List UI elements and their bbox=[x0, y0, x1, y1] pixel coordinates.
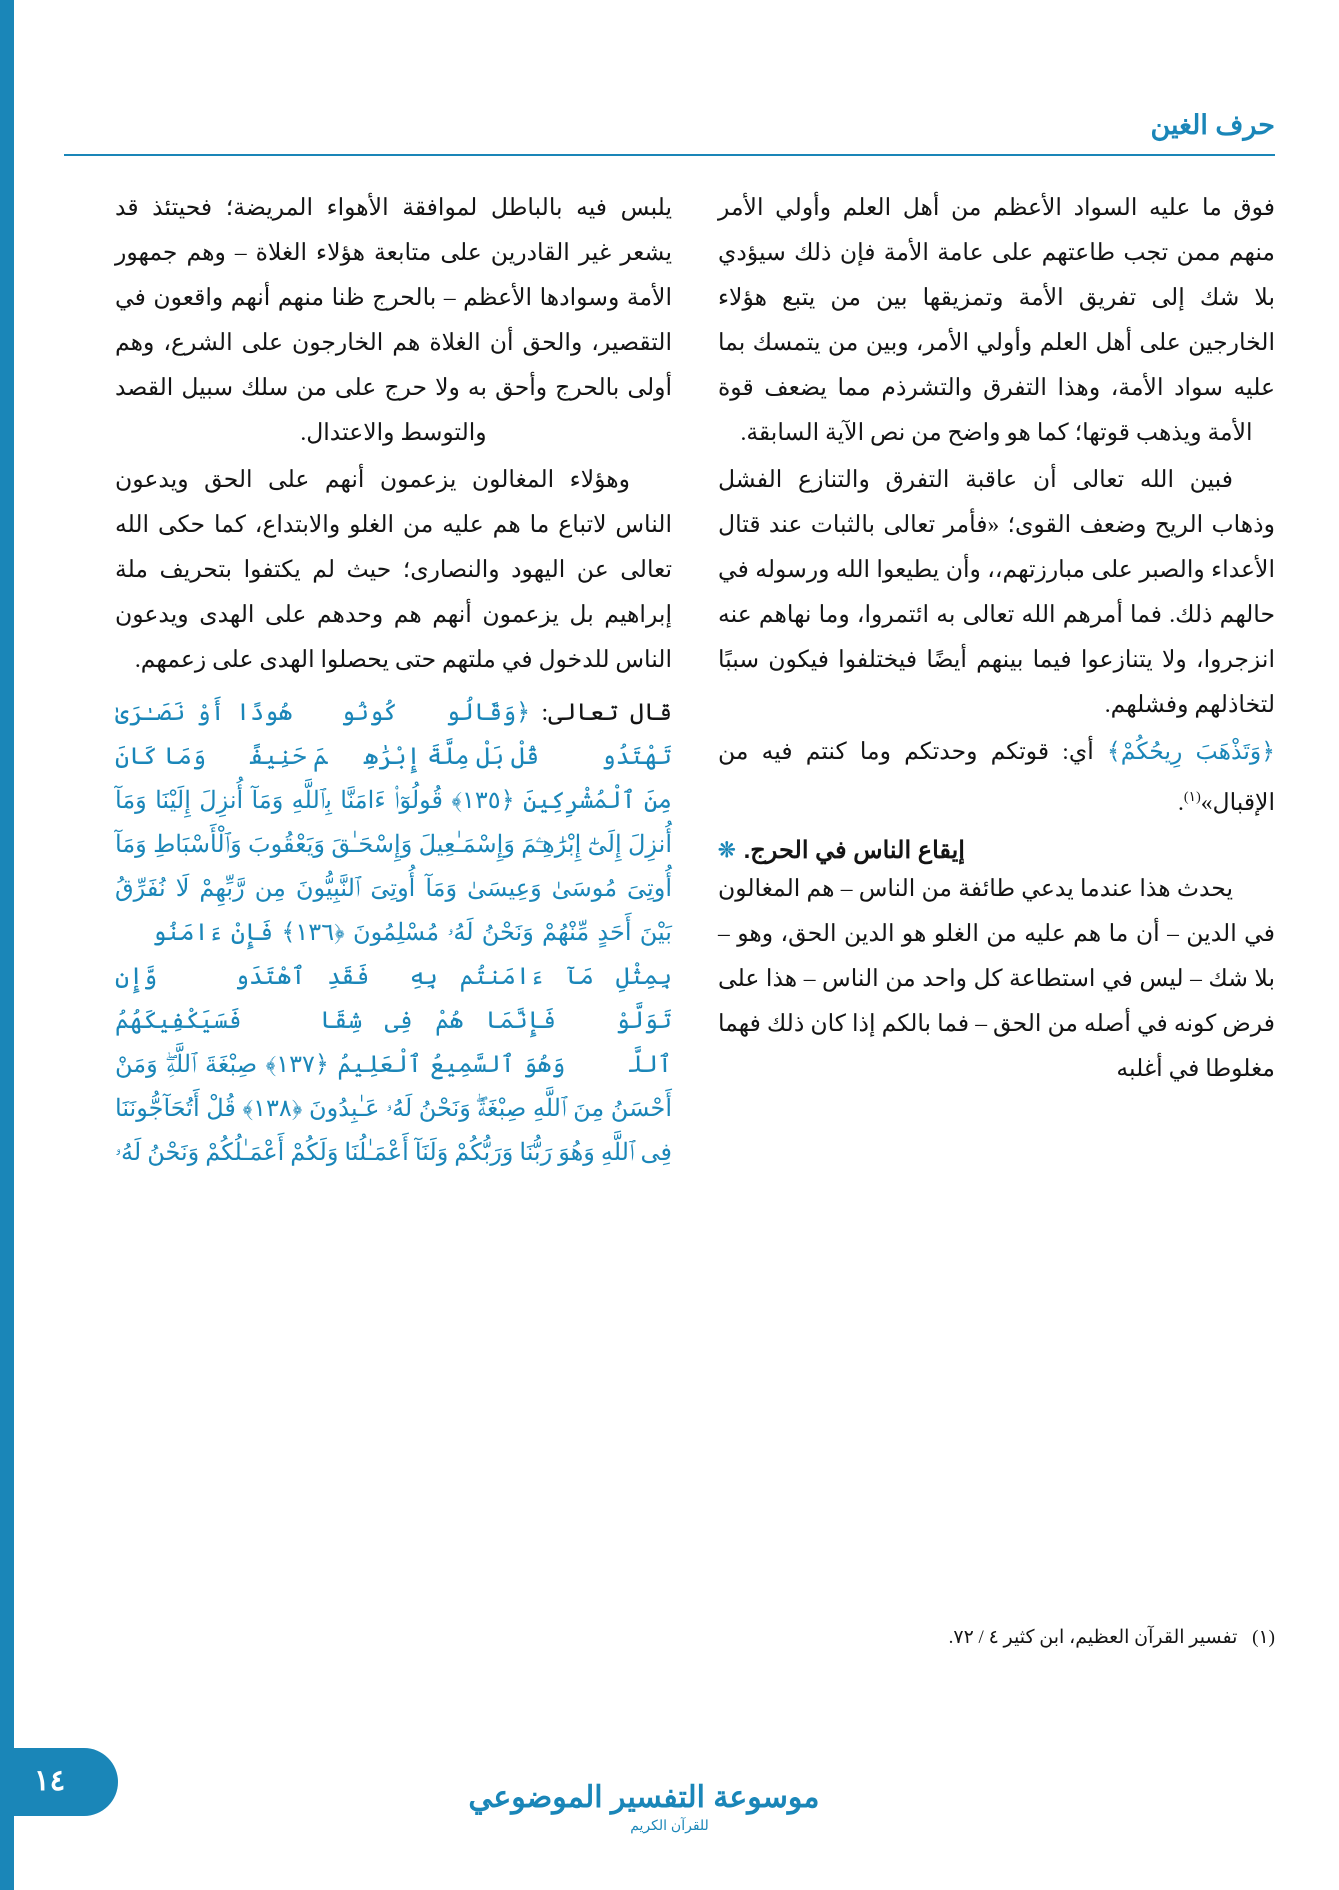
footnote-text: تفسير القرآن العظيم، ابن كثير ٤ / ٧٢. bbox=[948, 1627, 1238, 1648]
page-columns bbox=[64, 186, 1275, 1690]
aya-with-explanation bbox=[718, 730, 1275, 826]
paragraph: فوق ما عليه السواد الأعظم من أهل العلم وأولي الأمر منهم ممن تجب طاعتهم على عامة الأمة فإن ذلك سيؤدي بلا شك إلى تفريق الأمة وتمزيقها بين من يتبع هؤلاء الخارجين على أهل العلم وأولي الأمر، وبين من يتمسك بما عليه سواد الأمة، وهذا التفرق والتشرذم مما يضعف قوة الأمة ويذهب قوتها؛ كما هو واضح من نص الآية السابقة. bbox=[718, 195, 1275, 446]
footnote-marker: (١) bbox=[1183, 790, 1201, 805]
quran-verse-inline: ﴿وَتَذْهَبَ رِيحُكُمْ﴾ bbox=[1106, 739, 1275, 765]
section-heading bbox=[718, 836, 1275, 865]
paragraph: يحدث هذا عندما يدعي طائفة من الناس – هم المغالون في الدين – أن ما هم عليه من الغلو هو الدين الحق، وهو – بلا شك – ليس في استطاعة كل واحد من الناس – هذا على فرض كونه في أصله من الحق – فما بالكم إذا كان ذلك فهما مغلوطا في أغلبه bbox=[718, 875, 1275, 1082]
quran-lead-in: قال تعالى: bbox=[541, 700, 673, 726]
header-title: حرف الغين bbox=[1150, 110, 1275, 140]
paragraph: وهؤلاء المغالون يزعمون أنهم على الحق ويدعون الناس لاتباع ما هم عليه من الغلو والابتداع، كما حكى الله تعالى عن اليهود والنصارى؛ حيث لم يكتفوا بتحريف ملة إبراهيم بل يزعمون أنهم هم وحدهم على الهدى ويدعون الناس للدخول في ملتهم حتى يحصلوا الهدى على زعمهم. bbox=[115, 467, 672, 673]
logo-title: موسوعة التفسير الموضوعي bbox=[468, 1781, 820, 1814]
paragraph: يلبس فيه بالباطل لموافقة الأهواء المريضة؛ فحيتئذ قد يشعر غير القادرين على متابعة هؤلاء الغلاة – وهم جمهور الأمة وسوادها الأعظم – بالحرج ظنا منهم أنهم واقعون في التقصير، والحق أن الغلاة هم الخارجون على الشرع، وهم أولى بالحرج وأحق به ولا حرج على من سلك سبيل القصد والتوسط والاعتدال. bbox=[115, 195, 672, 446]
footnote-number: (١) bbox=[1252, 1627, 1275, 1648]
section-heading-label: إيقاع الناس في الحرج. bbox=[743, 836, 965, 864]
quran-verse-text: ﴿وَقَالُوا۟ كُونُوا۟ هُودًا أَوْ نَصَـٰرَىٰ تَهْتَدُوا۟ۗ قُلْ بَلْ مِلَّةَ إِبْرَٰهِـۧمَ حَنِيفًاۖ وَمَا كَانَ مِنَ ٱلْمُشْرِكِينَ ﴿١٣٥﴾ قُولُوٓا۟ ءَامَنَّا بِٱللَّهِ وَمَآ أُنزِلَ إِلَيْنَا وَمَآ أُنزِلَ إِلَىٰٓ إِبْرَٰهِـۧمَ وَإِسْمَـٰعِيلَ وَإِسْحَـٰقَ وَيَعْقُوبَ وَٱلْأَسْبَاطِ وَمَآ أُوتِىَ مُوسَىٰ وَعِيسَىٰ وَمَآ أُوتِىَ ٱلنَّبِيُّونَ مِن رَّبِّهِمْ لَا نُفَرِّقُ بَيْنَ أَحَدٍ مِّنْهُمْ وَنَحْنُ لَهُۥ مُسْلِمُونَ ﴿١٣٦﴾ فَإِنْ ءَامَنُوا۟ بِمِثْلِ مَآ ءَامَنتُم بِهِۦ فَقَدِ ٱهْتَدَوا۟ۖ وَّإِن تَوَلَّوْا۟ فَإِنَّمَا هُمْ فِى شِقَاقٍۖ فَسَيَكْفِيكَهُمُ ٱللَّهُۚ وَهُوَ ٱلسَّمِيعُ ٱلْعَلِيمُ ﴿١٣٧﴾ صِبْغَةَ ٱللَّهِۖ وَمَنْ أَحْسَنُ مِنَ ٱللَّهِ صِبْغَةًۖ وَنَحْنُ لَهُۥ عَـٰبِدُونَ ﴿١٣٨﴾ قُلْ أَتُحَآجُّونَنَا فِى ٱللَّهِ وَهُوَ رَبُّنَا وَرَبُّكُمْ وَلَنَآ أَعْمَـٰلُنَا وَلَكُمْ أَعْمَـٰلُكُمْ وَنَحْنُ لَهُۥ bbox=[115, 700, 672, 1166]
paragraph: فبين الله تعالى أن عاقبة التفرق والتنازع الفشل وذهاب الريح وضعف القوى؛ «فأمر تعالى بالثبات عند قتال الأعداء والصبر على مبارزتهم،، وأن يطيعوا الله ورسوله في حالهم ذلك. فما أمرهم الله تعالى به ائتمروا، وما نهاهم عنه انزجروا، ولا يتنازعوا فيما بينهم أيضًا فيختلفوا فيكون سببًا لتخاذلهم وفشلهم. bbox=[718, 467, 1275, 718]
column-left bbox=[115, 186, 672, 1690]
publisher-logo bbox=[468, 1781, 820, 1834]
page-header bbox=[64, 110, 1275, 166]
page-footer bbox=[0, 1734, 1339, 1854]
logo-subtitle: للقرآن الكريم bbox=[630, 1817, 709, 1833]
aya-explanation-text: أي: قوتكم وحدتكم وما كنتم فيه من الإقبال» bbox=[718, 739, 1275, 816]
page-number: ١٤ bbox=[34, 1765, 66, 1797]
flower-bullet-icon: ❊ bbox=[718, 838, 736, 862]
footnote bbox=[718, 1622, 1275, 1654]
aya-explanation-end: . bbox=[1178, 789, 1184, 816]
header-rule bbox=[64, 154, 1275, 156]
page-edge-accent-bar bbox=[0, 0, 14, 1890]
quran-passage bbox=[115, 691, 672, 1175]
column-right bbox=[718, 186, 1275, 1690]
